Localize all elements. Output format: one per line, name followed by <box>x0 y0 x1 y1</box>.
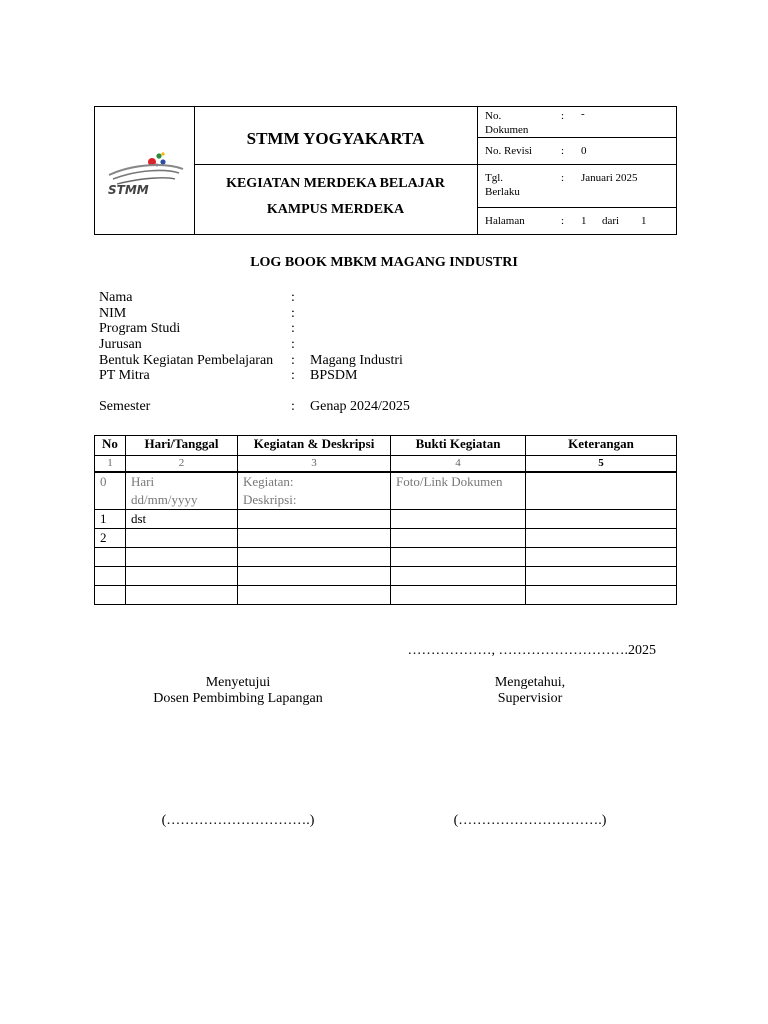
right-signature-blank: (………………………….) <box>453 813 607 828</box>
header-divider <box>477 207 676 208</box>
meta-value: dari <box>602 215 620 227</box>
info-colon: : <box>291 306 295 321</box>
table-cell[interactable] <box>526 510 677 529</box>
meta-value: 1 <box>581 215 587 227</box>
table-cell[interactable] <box>391 510 526 529</box>
header-divider <box>477 107 478 234</box>
info-value: Genap 2024/2025 <box>310 399 410 414</box>
column-number: 2 <box>126 456 238 473</box>
table-cell[interactable] <box>126 548 238 567</box>
table-cell[interactable] <box>391 586 526 605</box>
column-number-row <box>95 456 677 473</box>
table-cell[interactable] <box>526 472 677 510</box>
example-row <box>95 472 677 510</box>
table-cell[interactable]: Kegiatan: Deskripsi: <box>238 472 391 510</box>
table-cell[interactable] <box>526 567 677 586</box>
table-row <box>95 548 677 567</box>
log-table <box>94 435 677 605</box>
info-label: Semester <box>99 399 151 414</box>
header-divider <box>477 137 676 138</box>
table-cell[interactable]: Foto/Link Dokumen <box>391 472 526 510</box>
meta-value: 0 <box>581 145 587 157</box>
table-cell[interactable] <box>391 548 526 567</box>
document-header <box>94 106 677 235</box>
column-header: No <box>95 436 126 456</box>
column-number: 5 <box>526 456 677 473</box>
column-header: Hari/Tanggal <box>126 436 238 456</box>
meta-value: - <box>581 108 585 120</box>
table-cell[interactable] <box>391 567 526 586</box>
table-cell[interactable]: 2 <box>95 529 126 548</box>
place-date: ………………, ……………………….2025 <box>407 643 656 658</box>
table-cell[interactable] <box>238 567 391 586</box>
info-label: Bentuk Kegiatan Pembelajaran <box>99 353 274 368</box>
table-cell[interactable]: Hari dd/mm/yyyy <box>126 472 238 510</box>
table-row <box>95 567 677 586</box>
info-label: PT Mitra <box>99 368 150 383</box>
info-label: Nama <box>99 290 133 305</box>
left-signature-blank: (………………………….) <box>161 813 315 828</box>
info-value: BPSDM <box>310 368 358 383</box>
info-colon: : <box>291 353 295 368</box>
meta-colon: : <box>561 110 565 122</box>
table-cell[interactable]: dst <box>126 510 238 529</box>
meta-label: Halaman <box>485 215 525 227</box>
info-colon: : <box>291 321 295 336</box>
info-label: NIM <box>99 306 127 321</box>
info-colon: : <box>291 399 295 414</box>
column-header: Kegiatan & Deskripsi <box>238 436 391 456</box>
info-colon: : <box>291 290 295 305</box>
table-row <box>95 586 677 605</box>
table-cell[interactable] <box>126 586 238 605</box>
column-number: 4 <box>391 456 526 473</box>
info-value: Magang Industri <box>310 353 403 368</box>
info-label: Jurusan <box>99 337 142 352</box>
info-colon: : <box>291 368 295 383</box>
table-cell[interactable] <box>126 529 238 548</box>
info-label: Program Studi <box>99 321 181 336</box>
meta-label: Tgl. Berlaku <box>485 172 520 198</box>
table-cell[interactable] <box>238 548 391 567</box>
info-colon: : <box>291 337 295 352</box>
table-row <box>95 529 677 548</box>
meta-label: No. Dokumen <box>485 110 529 136</box>
table-cell[interactable] <box>391 529 526 548</box>
column-number: 3 <box>238 456 391 473</box>
column-header: Keterangan <box>526 436 677 456</box>
table-cell[interactable]: 0 <box>95 472 126 510</box>
table-cell[interactable] <box>526 529 677 548</box>
program-name: KEGIATAN MERDEKA BELAJAR KAMPUS MERDEKA <box>226 176 445 217</box>
table-cell[interactable] <box>526 586 677 605</box>
table-cell[interactable]: 1 <box>95 510 126 529</box>
table-cell[interactable] <box>95 567 126 586</box>
header-divider <box>194 164 676 165</box>
right-signatory: Mengetahui, Supervisior <box>494 675 566 706</box>
institution-name: STMM YOGYAKARTA <box>246 129 425 148</box>
meta-value: Januari 2025 <box>581 172 638 184</box>
document-title: LOG BOOK MBKM MAGANG INDUSTRI <box>250 255 518 270</box>
table-cell[interactable] <box>238 529 391 548</box>
table-cell[interactable] <box>238 510 391 529</box>
meta-colon: : <box>561 145 565 157</box>
table-header-row <box>95 436 677 456</box>
table-cell[interactable] <box>526 548 677 567</box>
table-cell[interactable] <box>238 586 391 605</box>
meta-colon: : <box>561 172 565 184</box>
column-number: 1 <box>95 456 126 473</box>
table-row <box>95 510 677 529</box>
table-cell[interactable] <box>126 567 238 586</box>
meta-value: 1 <box>641 215 647 227</box>
table-cell[interactable] <box>95 548 126 567</box>
table-cell[interactable] <box>95 586 126 605</box>
left-signatory: Menyetujui Dosen Pembimbing Lapangan <box>153 675 323 706</box>
meta-label: No. Revisi <box>485 145 533 157</box>
stmm-logo: STMM <box>105 149 187 199</box>
column-header: Bukti Kegiatan <box>391 436 526 456</box>
meta-colon: : <box>561 215 565 227</box>
